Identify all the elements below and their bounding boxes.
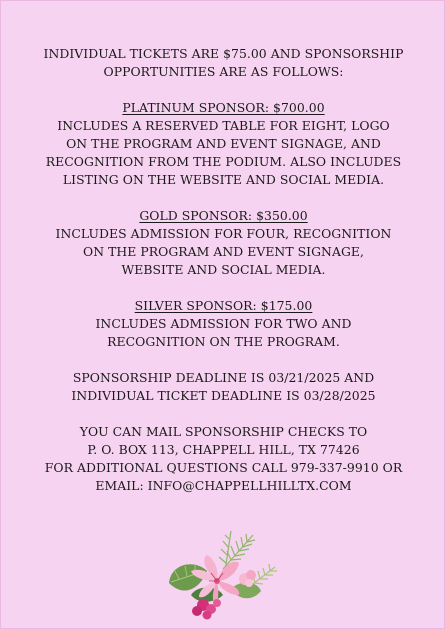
intro-line: INDIVIDUAL TICKETS ARE $75.00 AND SPONSORSHIP: [43, 46, 404, 61]
spacer: [21, 351, 426, 369]
contact-email-line: EMAIL: INFO@CHAPPELLHILLTX.COM: [95, 478, 352, 493]
intro-line: OPPORTUNITIES ARE AS FOLLOWS:: [103, 64, 344, 79]
silver-line: INCLUDES ADMISSION FOR TWO AND: [95, 316, 352, 331]
spacer: [21, 81, 426, 99]
platinum-line: RECOGNITION FROM THE PODIUM. ALSO INCLUDES: [45, 154, 402, 169]
deadline-line: SPONSORSHIP DEADLINE IS 03/21/2025 AND: [72, 370, 375, 385]
contact-line: YOU CAN MAIL SPONSORSHIP CHECKS TO: [79, 424, 368, 439]
contact-line: FOR ADDITIONAL QUESTIONS CALL 979-337-9910 OR: [44, 460, 403, 475]
spacer: [21, 279, 426, 297]
silver-line: RECOGNITION ON THE PROGRAM.: [107, 334, 340, 349]
bougainvillea-icon: [192, 599, 221, 620]
flyer-content: [21, 45, 426, 495]
platinum-line: INCLUDES A RESERVED TABLE FOR EIGHT, LOGO: [57, 118, 390, 133]
deadlines-section: [21, 369, 426, 405]
spacer: [21, 189, 426, 207]
platinum-heading: PLATINUM SPONSOR: $700.00: [122, 100, 325, 115]
deadline-line: INDIVIDUAL TICKET DEADLINE IS 03/28/2025: [71, 388, 376, 403]
gold-heading: GOLD SPONSOR: $350.00: [139, 208, 308, 223]
silver-heading: SILVER SPONSOR: $175.00: [134, 298, 313, 313]
platinum-line: LISTING ON THE WEBSITE AND SOCIAL MEDIA.: [62, 172, 385, 187]
silver-section: [21, 297, 426, 351]
gold-line: INCLUDES ADMISSION FOR FOUR, RECOGNITION: [55, 226, 392, 241]
gold-section: [21, 207, 426, 279]
tropical-flower-bouquet-icon: [161, 529, 285, 621]
spacer: [21, 405, 426, 423]
contact-section: [21, 423, 426, 495]
platinum-line: ON THE PROGRAM AND EVENT SIGNAGE, AND: [66, 136, 381, 151]
platinum-section: [21, 99, 426, 189]
gold-line: ON THE PROGRAM AND EVENT SIGNAGE,: [83, 244, 364, 259]
gold-line: WEBSITE AND SOCIAL MEDIA.: [121, 262, 326, 277]
contact-line: P. O. BOX 113, CHAPPELL HILL, TX 77426: [87, 442, 360, 457]
intro-section: [21, 45, 426, 81]
